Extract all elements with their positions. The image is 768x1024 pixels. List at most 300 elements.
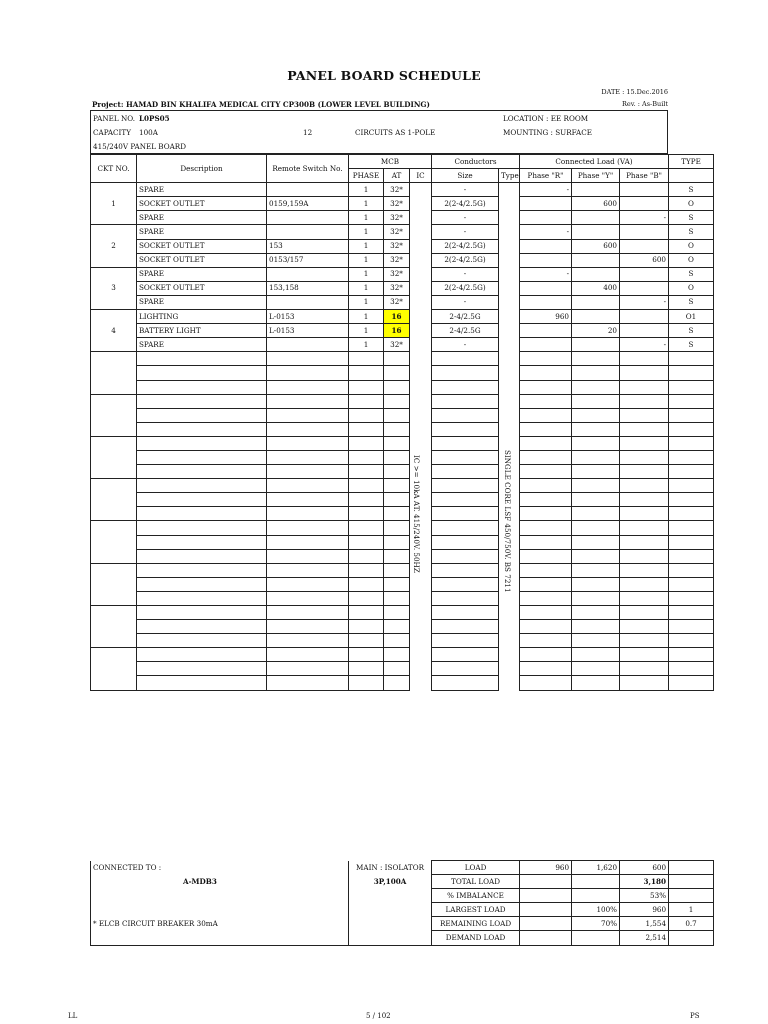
conductor-type-cell — [499, 281, 520, 295]
size-cell: - — [432, 267, 499, 281]
phase-b-cell — [620, 310, 669, 324]
mounting: MOUNTING : SURFACE — [503, 128, 592, 137]
phase-y-cell — [572, 479, 620, 493]
phase-r-cell — [520, 394, 572, 408]
description-cell: SOCKET OUTLET — [137, 197, 267, 211]
col-type: TYPE — [669, 155, 714, 169]
ic-cell — [410, 281, 432, 295]
blank-cell — [349, 903, 432, 917]
ic-cell — [410, 310, 432, 324]
ic-cell — [410, 634, 432, 648]
panel-no-label: PANEL NO. — [93, 114, 136, 123]
type-cell: O — [669, 239, 714, 253]
main-value: 3P,100A — [349, 875, 432, 889]
table-row — [91, 310, 714, 324]
size-cell — [432, 450, 499, 464]
size-cell: - — [432, 183, 499, 197]
conductor-type-cell — [499, 408, 520, 422]
description-cell — [137, 507, 267, 521]
remote-switch-cell — [267, 521, 349, 535]
blank-cell — [349, 917, 432, 931]
description-cell: SOCKET OUTLET — [137, 253, 267, 267]
phase-r-cell — [520, 563, 572, 577]
type-cell — [669, 479, 714, 493]
table-row — [91, 549, 714, 563]
conductor-type-cell — [499, 225, 520, 239]
remote-switch-cell — [267, 366, 349, 380]
phase-b-cell — [620, 606, 669, 620]
remote-switch-cell: 153 — [267, 239, 349, 253]
phase-cell — [349, 352, 384, 366]
blank-cell — [267, 861, 349, 875]
capacity-label: CAPACITY — [93, 128, 131, 137]
conductor-type-cell — [499, 606, 520, 620]
largest-load-pct: 100% — [572, 903, 620, 917]
size-cell — [432, 620, 499, 634]
size-cell: - — [432, 295, 499, 309]
phase-r-cell — [520, 648, 572, 662]
at-cell: 32* — [384, 267, 410, 281]
phase-r-cell — [520, 366, 572, 380]
description-cell — [137, 662, 267, 676]
phase-r-cell — [520, 295, 572, 309]
phase-y-cell — [572, 352, 620, 366]
phase-cell — [349, 408, 384, 422]
phase-y-cell — [572, 535, 620, 549]
phase-cell — [349, 606, 384, 620]
page-title: PANEL BOARD SCHEDULE — [287, 68, 481, 83]
type-cell — [669, 676, 714, 690]
type-cell — [669, 450, 714, 464]
type-cell — [669, 380, 714, 394]
table-row — [91, 662, 714, 676]
phase-r-cell: - — [520, 183, 572, 197]
phase-cell — [349, 648, 384, 662]
at-cell — [384, 352, 410, 366]
remote-switch-cell — [267, 563, 349, 577]
panel-no-value: L0PS05 — [139, 114, 170, 123]
conductor-type-cell — [499, 324, 520, 338]
size-cell — [432, 507, 499, 521]
conductor-type-cell — [499, 620, 520, 634]
elcb-note: * ELCB CIRCUIT BREAKER 30mA — [91, 917, 349, 931]
phase-cell — [349, 479, 384, 493]
at-cell: 32* — [384, 211, 410, 225]
table-row — [91, 295, 714, 309]
description-cell — [137, 549, 267, 563]
blank-cell — [669, 931, 714, 945]
phase-b-cell: - — [620, 295, 669, 309]
blank-cell — [669, 889, 714, 903]
at-cell — [384, 507, 410, 521]
ckt-no-cell — [91, 648, 137, 690]
at-cell — [384, 479, 410, 493]
size-cell: 2(2-4/2.5G) — [432, 239, 499, 253]
conductor-type-cell — [499, 662, 520, 676]
remote-switch-cell — [267, 338, 349, 352]
size-cell — [432, 521, 499, 535]
phase-y-cell — [572, 310, 620, 324]
table-row — [91, 352, 714, 366]
remote-switch-cell: 153,158 — [267, 281, 349, 295]
at-cell — [384, 662, 410, 676]
phase-r-cell — [520, 281, 572, 295]
col-cond-type: Type — [499, 169, 520, 183]
phase-cell: 1 — [349, 324, 384, 338]
remote-switch-cell — [267, 394, 349, 408]
description-cell: SPARE — [137, 267, 267, 281]
phase-cell: 1 — [349, 239, 384, 253]
description-cell — [137, 465, 267, 479]
size-cell: 2-4/2.5G — [432, 310, 499, 324]
ic-cell — [410, 380, 432, 394]
type-cell: S — [669, 295, 714, 309]
type-cell: S — [669, 183, 714, 197]
blank-cell — [520, 903, 572, 917]
circuit-text: CIRCUITS AS 1-POLE — [355, 128, 436, 137]
demand-load-value: 2,514 — [620, 931, 669, 945]
type-cell — [669, 366, 714, 380]
phase-cell: 1 — [349, 253, 384, 267]
description-cell — [137, 436, 267, 450]
at-cell: 32* — [384, 295, 410, 309]
size-cell — [432, 493, 499, 507]
table-row — [91, 253, 714, 267]
voltage-text: 415/240V PANEL BOARD — [93, 142, 186, 151]
type-cell: O — [669, 253, 714, 267]
phase-y-cell — [572, 394, 620, 408]
phase-b-cell — [620, 352, 669, 366]
col-phase: PHASE — [349, 169, 384, 183]
phase-y-cell: 600 — [572, 239, 620, 253]
phase-r-cell — [520, 634, 572, 648]
remote-switch-cell — [267, 380, 349, 394]
phase-b-cell — [620, 493, 669, 507]
conductor-type-cell — [499, 183, 520, 197]
at-cell — [384, 676, 410, 690]
at-cell: 32* — [384, 225, 410, 239]
table-row — [91, 648, 714, 662]
at-cell — [384, 465, 410, 479]
phase-cell — [349, 507, 384, 521]
blank-cell — [91, 889, 349, 903]
description-cell — [137, 422, 267, 436]
phase-y-cell: 20 — [572, 324, 620, 338]
type-cell: O1 — [669, 310, 714, 324]
phase-y-cell — [572, 606, 620, 620]
phase-b-cell — [620, 281, 669, 295]
col-phase-y: Phase "Y" — [572, 169, 620, 183]
size-cell — [432, 352, 499, 366]
phase-b-cell — [620, 577, 669, 591]
at-cell — [384, 634, 410, 648]
remote-switch-cell — [267, 648, 349, 662]
ic-cell — [410, 338, 432, 352]
col-type-blank — [669, 169, 714, 183]
ic-vertical-note: IC >= 10kA AT. 415/240V. 50HZ — [412, 455, 421, 573]
conductor-type-cell — [499, 253, 520, 267]
size-cell — [432, 436, 499, 450]
type-cell — [669, 606, 714, 620]
phase-cell — [349, 493, 384, 507]
conductor-type-cell — [499, 648, 520, 662]
table-row — [91, 521, 714, 535]
conductor-type-cell — [499, 352, 520, 366]
table-row — [91, 563, 714, 577]
remote-switch-cell — [267, 295, 349, 309]
type-cell — [669, 436, 714, 450]
phase-y-cell — [572, 225, 620, 239]
table-row — [91, 338, 714, 352]
remote-switch-cell — [267, 493, 349, 507]
phase-b-cell — [620, 465, 669, 479]
description-cell — [137, 394, 267, 408]
remote-switch-cell — [267, 549, 349, 563]
remote-switch-cell — [267, 211, 349, 225]
remote-switch-cell: L-0153 — [267, 324, 349, 338]
ic-cell — [410, 239, 432, 253]
blank-cell — [520, 875, 572, 889]
doc-revision: Rev. : As-Built — [622, 100, 668, 108]
phase-r-cell — [520, 620, 572, 634]
phase-b-cell — [620, 422, 669, 436]
remaining-load-label: REMAINING LOAD — [432, 917, 520, 931]
remote-switch-cell — [267, 535, 349, 549]
at-cell: 32* — [384, 183, 410, 197]
ic-cell — [410, 648, 432, 662]
phase-r-cell: - — [520, 267, 572, 281]
phase-y-cell — [572, 267, 620, 281]
phase-b-cell — [620, 535, 669, 549]
col-phase-b: Phase "B" — [620, 169, 669, 183]
type-cell: S — [669, 338, 714, 352]
phase-r-cell — [520, 535, 572, 549]
type-cell — [669, 634, 714, 648]
size-cell — [432, 577, 499, 591]
phase-r-cell — [520, 591, 572, 605]
page-number: 5 / 102 — [366, 1012, 391, 1020]
ic-cell — [410, 352, 432, 366]
size-cell — [432, 591, 499, 605]
ckt-no-cell: 4 — [91, 310, 137, 352]
phase-y-cell — [572, 507, 620, 521]
size-cell — [432, 366, 499, 380]
ic-cell — [410, 394, 432, 408]
phase-r-cell — [520, 450, 572, 464]
table-row — [91, 676, 714, 690]
footer-right: PS — [690, 1012, 700, 1020]
size-cell: 2(2-4/2.5G) — [432, 197, 499, 211]
ic-cell — [410, 197, 432, 211]
phase-r-cell — [520, 380, 572, 394]
at-cell — [384, 577, 410, 591]
circuit-count: 12 — [303, 128, 313, 137]
phase-r-cell — [520, 422, 572, 436]
table-row — [91, 422, 714, 436]
remote-switch-cell — [267, 676, 349, 690]
size-cell: - — [432, 225, 499, 239]
description-cell — [137, 606, 267, 620]
table-row — [91, 239, 714, 253]
phase-cell — [349, 549, 384, 563]
phase-cell — [349, 380, 384, 394]
size-cell — [432, 563, 499, 577]
conductor-type-cell — [499, 295, 520, 309]
load-label: LOAD — [432, 861, 520, 875]
phase-cell — [349, 450, 384, 464]
phase-b-cell — [620, 479, 669, 493]
largest-load-value: 960 — [620, 903, 669, 917]
size-cell — [432, 535, 499, 549]
phase-r-cell — [520, 253, 572, 267]
phase-b-cell — [620, 267, 669, 281]
size-cell: 2(2-4/2.5G) — [432, 281, 499, 295]
ic-cell — [410, 577, 432, 591]
col-mcb: MCB — [349, 155, 432, 169]
ckt-no-cell — [91, 352, 137, 394]
ckt-no-cell — [91, 563, 137, 605]
blank-cell — [669, 875, 714, 889]
description-cell — [137, 676, 267, 690]
ic-cell — [410, 408, 432, 422]
total-load-label: TOTAL LOAD — [432, 875, 520, 889]
phase-r-cell — [520, 507, 572, 521]
conductor-vertical-note: SINGLE CORE LSF 450/750V. BS 7211 — [503, 450, 512, 593]
table-row — [91, 394, 714, 408]
phase-y-cell — [572, 549, 620, 563]
imbalance-value: 53% — [620, 889, 669, 903]
description-cell: LIGHTING — [137, 310, 267, 324]
phase-cell: 1 — [349, 281, 384, 295]
ic-cell — [410, 422, 432, 436]
phase-r-cell: - — [520, 225, 572, 239]
table-row — [91, 281, 714, 295]
phase-y-cell — [572, 422, 620, 436]
phase-r-cell — [520, 662, 572, 676]
at-cell — [384, 535, 410, 549]
ic-cell — [410, 366, 432, 380]
remote-switch-cell — [267, 634, 349, 648]
col-conductors: Conductors — [432, 155, 520, 169]
blank-cell — [520, 931, 572, 945]
type-cell — [669, 465, 714, 479]
table-row — [91, 535, 714, 549]
blank-cell — [91, 931, 349, 945]
conductor-type-cell — [499, 591, 520, 605]
phase-cell — [349, 634, 384, 648]
conductor-type-cell — [499, 239, 520, 253]
ckt-no-cell: 2 — [91, 225, 137, 267]
phase-y-cell — [572, 366, 620, 380]
conductor-type-cell — [499, 436, 520, 450]
phase-b-cell — [620, 563, 669, 577]
blank-cell — [520, 917, 572, 931]
type-cell: S — [669, 267, 714, 281]
remote-switch-cell — [267, 267, 349, 281]
type-cell — [669, 549, 714, 563]
table-row — [91, 465, 714, 479]
phase-cell: 1 — [349, 295, 384, 309]
phase-b-cell: - — [620, 211, 669, 225]
phase-y-cell — [572, 380, 620, 394]
conductor-type-cell — [499, 380, 520, 394]
ic-cell — [410, 620, 432, 634]
phase-cell — [349, 366, 384, 380]
remaining-load-value: 1,554 — [620, 917, 669, 931]
description-cell — [137, 563, 267, 577]
at-cell — [384, 450, 410, 464]
description-cell: SPARE — [137, 225, 267, 239]
blank-cell — [572, 889, 620, 903]
phase-y-cell — [572, 408, 620, 422]
col-size: Size — [432, 169, 499, 183]
type-cell: O — [669, 197, 714, 211]
col-remote-switch: Remote Switch No. — [267, 155, 349, 183]
description-cell: BATTERY LIGHT — [137, 324, 267, 338]
phase-cell — [349, 577, 384, 591]
col-at: AT — [384, 169, 410, 183]
phase-y-cell — [572, 634, 620, 648]
col-ckt-no: CKT NO. — [91, 155, 137, 183]
remote-switch-cell — [267, 606, 349, 620]
remote-switch-cell — [267, 465, 349, 479]
at-cell — [384, 620, 410, 634]
description-cell — [137, 648, 267, 662]
phase-y-cell — [572, 436, 620, 450]
ic-cell — [410, 591, 432, 605]
ic-cell — [410, 436, 432, 450]
size-cell — [432, 394, 499, 408]
phase-b-cell: 600 — [620, 253, 669, 267]
table-row — [91, 225, 714, 239]
at-cell — [384, 606, 410, 620]
phase-b-cell — [620, 183, 669, 197]
type-cell — [669, 394, 714, 408]
ckt-no-cell: 3 — [91, 267, 137, 309]
phase-r-cell — [520, 352, 572, 366]
type-cell — [669, 352, 714, 366]
description-cell — [137, 535, 267, 549]
type-cell — [669, 591, 714, 605]
phase-b-cell — [620, 394, 669, 408]
ckt-no-cell — [91, 436, 137, 478]
phase-r-cell — [520, 521, 572, 535]
description-cell: SPARE — [137, 295, 267, 309]
blank-cell — [349, 931, 432, 945]
conductor-type-cell — [499, 676, 520, 690]
phase-b-cell — [620, 521, 669, 535]
table-row — [91, 493, 714, 507]
blank-cell — [572, 875, 620, 889]
phase-r-cell — [520, 338, 572, 352]
table-row — [91, 183, 714, 197]
size-cell: 2-4/2.5G — [432, 324, 499, 338]
phase-b-cell — [620, 507, 669, 521]
table-row — [91, 606, 714, 620]
remote-switch-cell — [267, 479, 349, 493]
phase-r-cell — [520, 479, 572, 493]
phase-b-cell — [620, 324, 669, 338]
ic-cell — [410, 606, 432, 620]
phase-y-cell — [572, 577, 620, 591]
conductor-type-cell — [499, 267, 520, 281]
phase-b-cell — [620, 380, 669, 394]
conductor-type-cell — [499, 211, 520, 225]
size-cell: - — [432, 338, 499, 352]
summary-table — [90, 860, 714, 946]
phase-b-cell — [620, 549, 669, 563]
description-cell — [137, 577, 267, 591]
